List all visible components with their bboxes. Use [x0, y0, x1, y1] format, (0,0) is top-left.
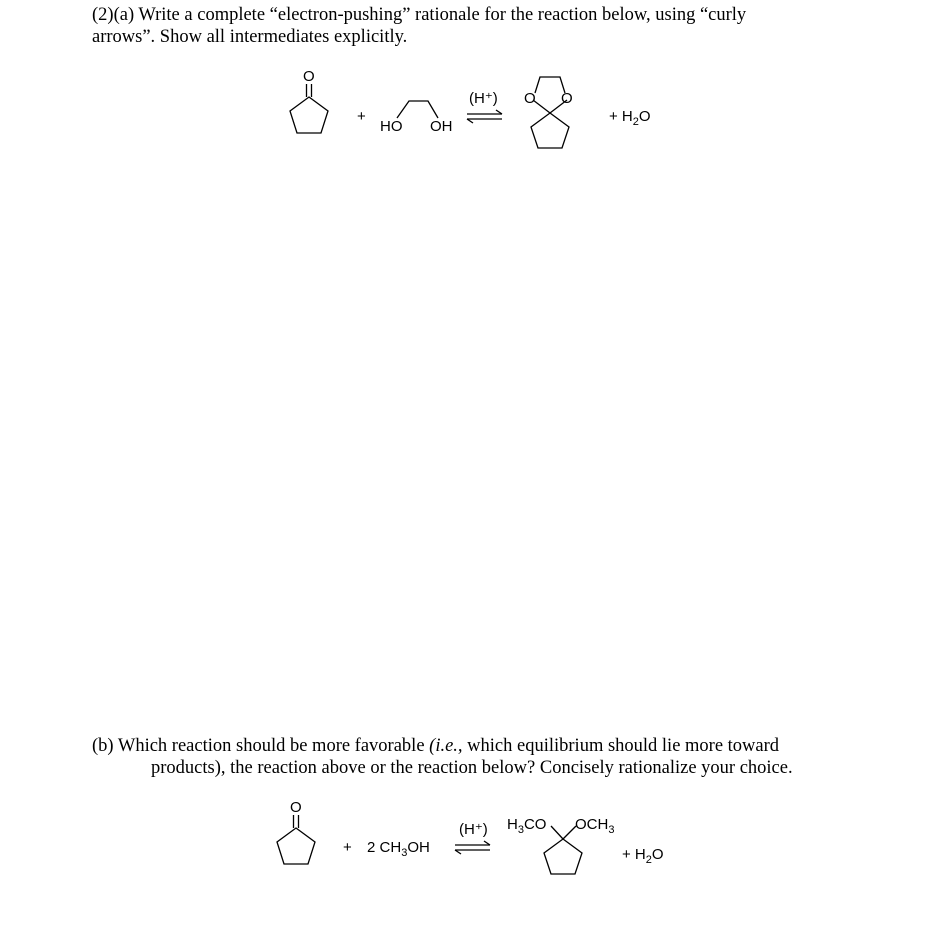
catalyst-label: (H⁺): [469, 90, 498, 107]
plus-sign: +: [357, 108, 366, 125]
question-a-line2: arrows”. Show all intermediates explicitly.: [92, 27, 408, 47]
question-b-line1: (b) Which reaction should be more favorable (i.e., which equilibrium should lie more toward: [92, 736, 780, 756]
ketone-oxygen-label-2: O: [290, 799, 302, 816]
dimethyl-ketal-structure: [507, 816, 614, 874]
equilibrium-arrow-2: [455, 821, 490, 854]
equilibrium-arrow: [467, 90, 502, 123]
cyclopentanone-structure-2: [277, 799, 315, 864]
question-a-line1: (2)(a) Write a complete “electron-pushing” rationale for the reaction below, using “curly: [92, 5, 747, 25]
diol-ho-label: HO: [380, 118, 403, 135]
diol-oh-label: OH: [430, 118, 453, 135]
reaction1-scheme: [290, 68, 651, 148]
ring-oxygen-left-label: O: [524, 90, 536, 107]
spiro-ketal-structure: [524, 77, 573, 148]
ring-oxygen-right-label: O: [561, 90, 573, 107]
question-b-line2: products), the reaction above or the reaction below? Concisely rationalize your choice.: [151, 758, 793, 778]
ketone-oxygen-label: O: [303, 68, 315, 85]
methanol-label: 2 $CH_3OH$: [367, 839, 430, 859]
reaction2-scheme: [277, 799, 664, 874]
methoxy-left-label: $H_3CO$: [507, 816, 547, 836]
ethylene-glycol-structure: [380, 101, 453, 135]
water-product-label-2: + $H_2O$: [622, 846, 664, 866]
water-product-label: + $H_2O$: [609, 108, 651, 128]
methoxy-right-label: $OCH_3$: [575, 816, 615, 836]
catalyst-label-2: (H⁺): [459, 821, 488, 838]
plus-sign-2: +: [343, 839, 352, 856]
cyclopentanone-structure: [290, 68, 328, 133]
